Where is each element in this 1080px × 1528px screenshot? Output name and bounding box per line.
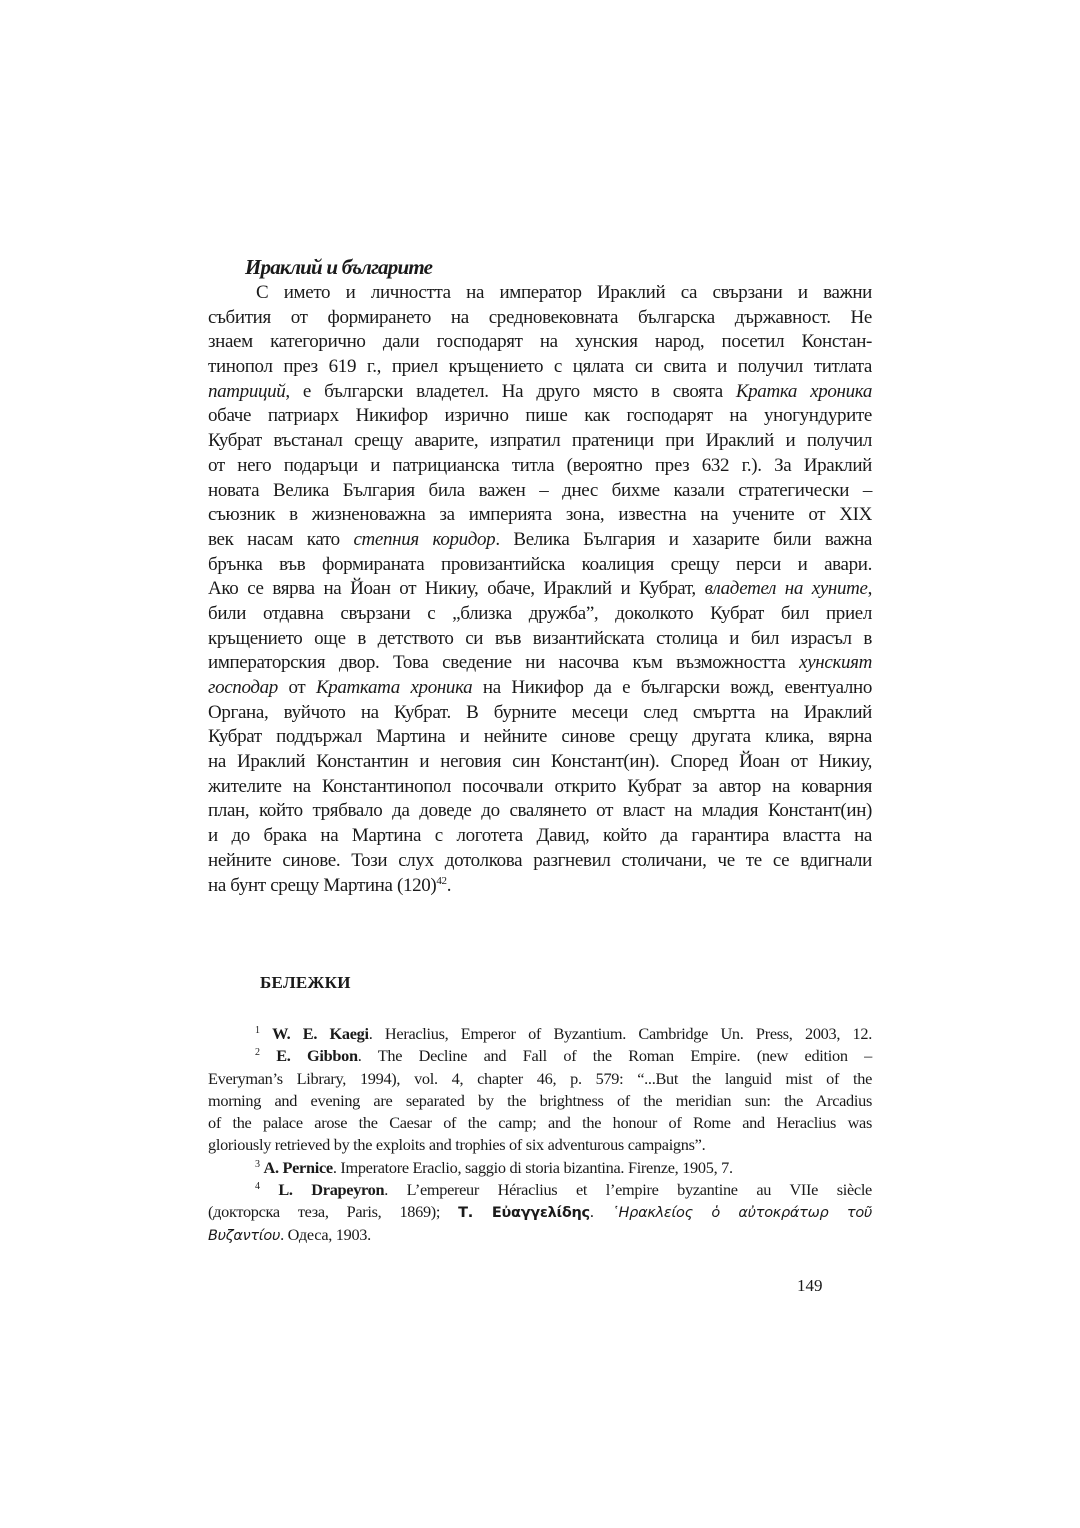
text-run: . Велика България и хазарите били важна (495, 528, 872, 550)
section-heading: Ираклий и българите (245, 255, 433, 279)
italic-text: патриций (208, 380, 286, 402)
author-name: A. Pernice (263, 1157, 333, 1177)
note-line (208, 1068, 872, 1090)
italic-text: владетел на хуните (704, 578, 868, 600)
text-line (208, 651, 872, 676)
footnotes (208, 1023, 872, 1246)
text-line (208, 404, 872, 429)
text-line (208, 380, 872, 405)
note-line (208, 1179, 872, 1201)
text-run: на бунт срещу Мартина (120) (208, 874, 437, 896)
text-run: обаче патриарх Никифор изрично пише как господарят на уногундурите (208, 405, 872, 427)
text-run: . Одеса, 1903. (280, 1224, 371, 1244)
text-run: Кубрат поддържал Мартина и нейните синове срещу другата клика, вярна (208, 726, 872, 748)
text-line (208, 824, 872, 849)
text-run: (докторска теза, Paris, 1869); (208, 1202, 459, 1222)
text-line (208, 602, 872, 627)
italic-text: степния коридор (353, 528, 496, 550)
text-line (208, 528, 872, 553)
text-run: от (277, 677, 316, 698)
text-run: съюзник в жизненоважна за империята зона, известна на учените от XIX (208, 504, 872, 526)
text-run: на Никифор да е български вожд, евентуално (472, 677, 872, 698)
text-line (208, 306, 872, 331)
text-run: morning and evening are separated by the brightness of the meridian sun: the Arcadius (208, 1090, 872, 1110)
body-paragraph (208, 281, 872, 898)
text-run: . The Decline and Fall of the Roman Empire. (new edition – (357, 1046, 872, 1066)
text-line (208, 553, 872, 578)
text-line (208, 627, 872, 652)
text-run: , (867, 578, 873, 600)
italic-text: хунският (799, 652, 872, 674)
page-number: 149 (797, 1276, 823, 1295)
notes-title: БЕЛЕЖКИ (260, 973, 351, 992)
superscript-ref: 3 (255, 1158, 260, 1170)
note-line (208, 1090, 872, 1112)
note-line (208, 1134, 872, 1156)
superscript-ref: 4 (255, 1181, 260, 1193)
text-run: gloriously retrieved by the exploits and trophies of six adventurous campaigns”. (208, 1135, 706, 1155)
text-run: . (589, 1202, 612, 1222)
text-line (208, 750, 872, 775)
text-run: събития от формирането на средновековната българска държавност. Не (208, 306, 872, 328)
text-run (260, 1046, 277, 1065)
text-run: новата Велика България била важен – днес бихме казали стратегически – (208, 479, 872, 501)
text-run: жителите на Константинопол посочвали открито Кубрат за автор на коварния (208, 775, 872, 797)
text-run: Ако се вярва на Йоан от Никиу, обаче, Ираклий и Кубрат, (208, 578, 705, 600)
text-run: на Ираклий Константин и неговия син Констант(ин). Според Йоан от Никиу, (208, 751, 872, 773)
text-run: Органа, вуйчото на Кубрат. В бурните месеци след смъртта на Ираклий (208, 701, 872, 723)
note-line (208, 1157, 872, 1179)
text-run: С името и личността на император Ираклий са свързани и важни (256, 282, 872, 303)
note-line (208, 1224, 872, 1246)
text-run: . L’empereur Héraclius et l’empire byzantine au VIIe siècle (384, 1180, 872, 1200)
author-name: L. Drapeyron (278, 1180, 385, 1200)
text-run: . Heraclius, Emperor of Byzantium. Cambridge Un. Press, 2003, 12. (368, 1024, 872, 1043)
text-run: нейните синове. Този слух дотолкова разгневил столичани, че те се вдигнали (208, 849, 872, 871)
text-run: брънка във формираната провизантийска коалиция срещу перси и авари. (208, 553, 872, 575)
note-line (208, 1112, 872, 1134)
text-run: и до брака на Мартина с логотета Давид, който да гарантира властта на (208, 825, 872, 847)
text-line (208, 330, 872, 355)
text-run: Кубрат въстанал срещу аварите, изпратил пратеници при Ираклий и получил (208, 430, 872, 452)
text-line (208, 355, 872, 380)
text-run: , е български владетел. На друго място в своята (285, 380, 736, 402)
text-run (260, 1024, 272, 1043)
italic-text: господар (208, 677, 278, 698)
text-run: императорския двор. Това сведение ни насочва към възможността (208, 652, 800, 674)
text-line (208, 479, 872, 504)
text-line (208, 725, 872, 750)
author-name: E. Gibbon (276, 1046, 358, 1066)
note-line (208, 1201, 872, 1223)
italic-text: ῾Ηρακλείος ὁ αὐτοκράτωρ τοῦ (611, 1205, 872, 1222)
note-line (208, 1023, 872, 1045)
text-run: били отдавна свързани с „близка дружба”, доколкото Кубрат бил приел (208, 602, 872, 624)
text-line (208, 281, 872, 306)
italic-text: Кратката хроника (315, 677, 473, 698)
text-run (260, 1180, 279, 1199)
text-run: тинопол през 619 г., приел кръщението с цялата си свита и получил титлата (208, 356, 872, 378)
note-line (208, 1045, 872, 1067)
text-line (208, 429, 872, 454)
text-run: план, който трябвало да доведе до свалянето от власт на младия Констант(ин) (208, 800, 872, 822)
text-line (208, 503, 872, 528)
author-name: W. E. Kaegi (272, 1024, 369, 1043)
text-run: . (446, 874, 452, 896)
text-line (208, 454, 872, 479)
italic-text: Кратка хроника (735, 380, 872, 402)
text-run: кръщението още в детството си във византийската столица и бил израсъл в (208, 627, 872, 649)
text-line (208, 775, 872, 800)
text-line (208, 849, 872, 874)
text-run: . Imperatore Eraclio, saggio di storia bizantina. Firenze, 1905, 7. (332, 1157, 733, 1177)
text-run: от него подаръци и патрицианска титла (вероятно през 632 г.). За Ираклий (208, 454, 872, 476)
text-line (208, 701, 872, 726)
text-run: of the palace arose the Caesar of the camp; and the honour of Rome and Heraclius was (208, 1113, 872, 1133)
text-line (208, 799, 872, 824)
superscript-ref: 2 (255, 1047, 260, 1059)
text-line (208, 577, 872, 602)
text-run: Everyman’s Library, 1994), vol. 4, chapter 46, p. 579: “...But the languid mist of the (208, 1068, 872, 1088)
text-line (208, 874, 872, 899)
text-run: век насам като (208, 528, 354, 550)
superscript-ref: 42 (436, 874, 447, 887)
italic-text: Βυζαντίου (208, 1227, 281, 1244)
text-run: знаем категорично дали господарят на хунския народ, посетил Констан- (208, 331, 872, 353)
superscript-ref: 1 (255, 1025, 260, 1036)
text-line (208, 676, 872, 701)
author-name: Τ. Εὐαγγελίδης (458, 1205, 590, 1222)
